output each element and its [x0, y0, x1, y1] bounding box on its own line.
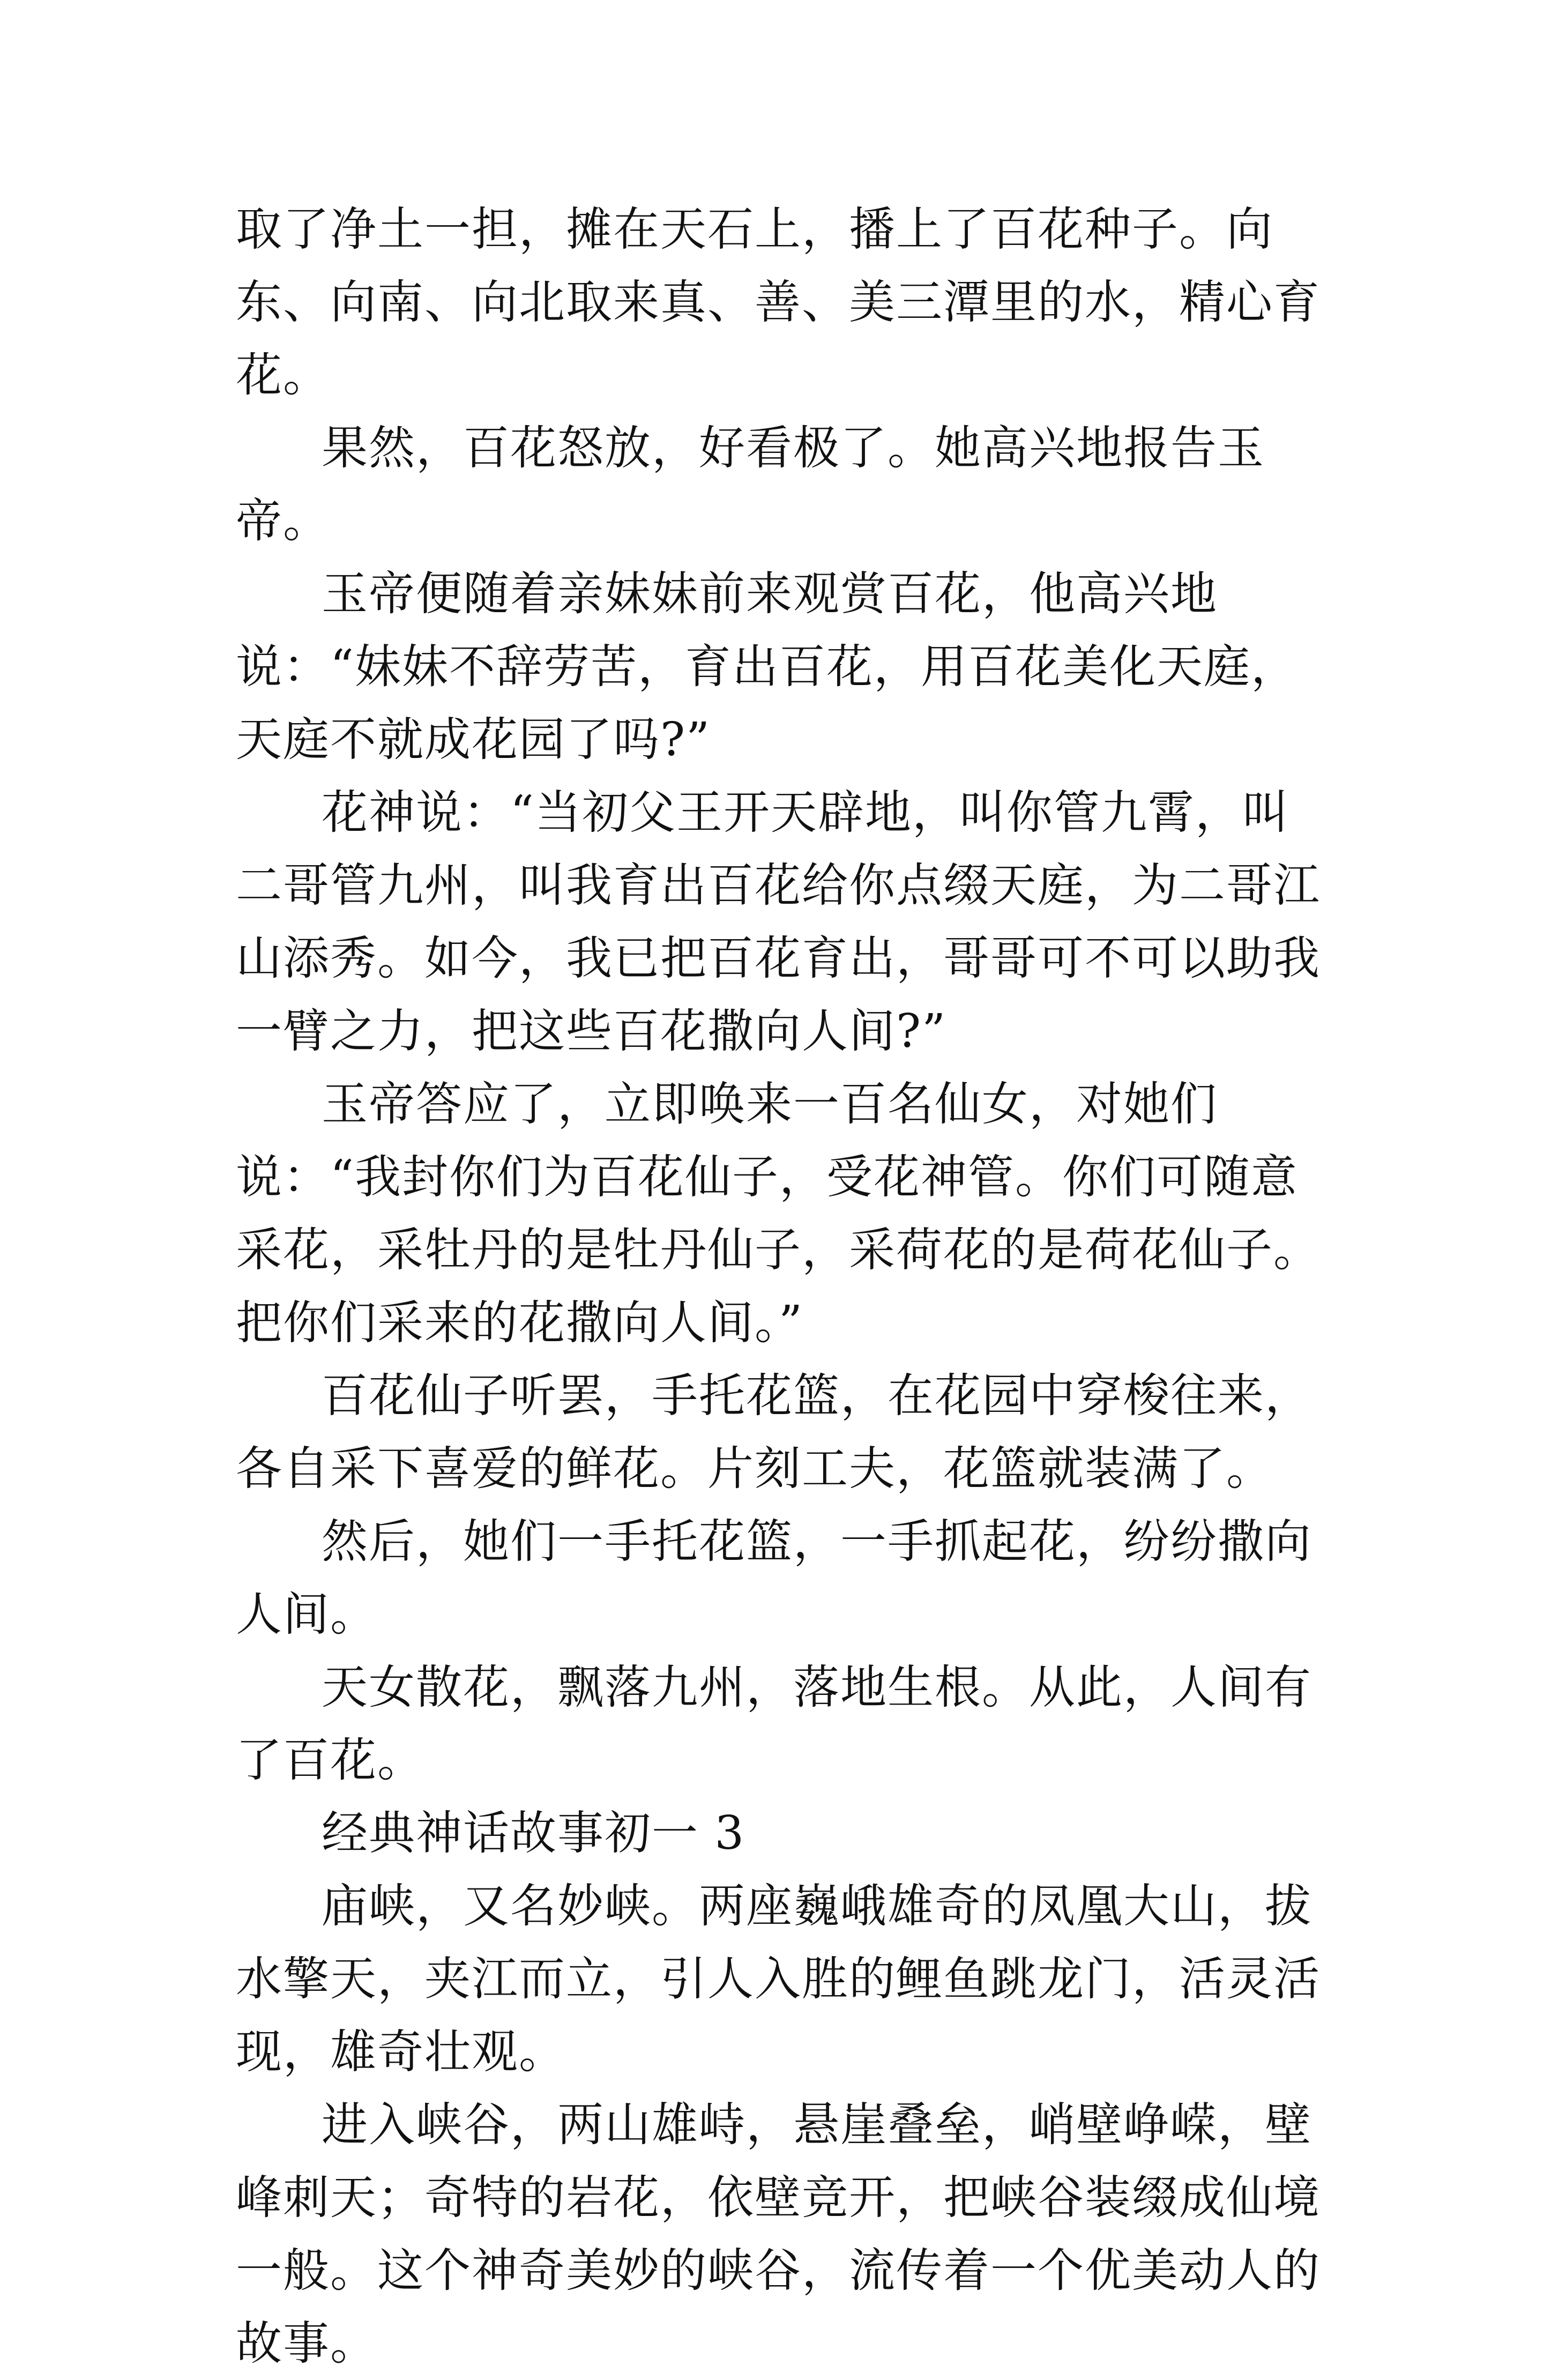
paragraph-4: 花神说：“当初父王开天辟地，叫你管九霄，叫二哥管九州，叫我育出百花给你点缀天庭，为二哥江山添秀。如今，我已把百花育出，哥哥可不可以助我一臂之力，把这些百花撒向人间?” [236, 786, 1321, 1058]
paragraph-10: 进入峡谷，两山雄峙，悬崖叠垒，峭壁峥嵘，壁峰刺天；奇特的岩花，依壁竞开，把峡谷装缀成仙境一般。这个神奇美妙的峡谷，流传着一个优美动人的故事。 [236, 2098, 1321, 2370]
paragraph-6: 百花仙子听罢，手托花篮，在花园中穿梭往来，各自采下喜爱的鲜花。片刻工夫，花篮就装满了。 [236, 1369, 1312, 1496]
paragraph-2: 果然，百花怒放，好看极了。她高兴地报告玉帝。 [236, 421, 1265, 548]
paragraph-9: 庙峡，又名妙峡。两座巍峨雄奇的凤凰大山，拔水擎天，夹江而立，引人入胜的鲤鱼跳龙门，活灵活现，雄奇壮观。 [236, 1879, 1321, 2079]
paragraph-3: 玉帝便随着亲妹妹前来观赏百花，他高兴地说：“妹妹不辞劳苦，育出百花，用百花美化天庭，天庭不就成花园了吗?” [236, 567, 1298, 767]
section-heading: 经典神话故事初一 3 [322, 1806, 745, 1860]
paragraph-7: 然后，她们一手托花篮，一手抓起花，纷纷撒向人间。 [236, 1515, 1312, 1641]
paragraph-5: 玉帝答应了，立即唤来一百名仙女，对她们说：“我封你们为百花仙子，受花神管。你们可随意采花，采牡丹的是牡丹仙子，采荷花的是荷花仙子。把你们采来的花撒向人间。” [236, 1077, 1321, 1350]
document-body [236, 193, 1326, 2380]
paragraph-1: 取了净土一担，摊在天石上，播上了百花种子。向东、向南、向北取来真、善、美三潭里的水，精心育花。 [236, 203, 1321, 402]
paragraph-8: 天女散花，飘落九州，落地生根。从此，人间有了百花。 [236, 1661, 1312, 1787]
